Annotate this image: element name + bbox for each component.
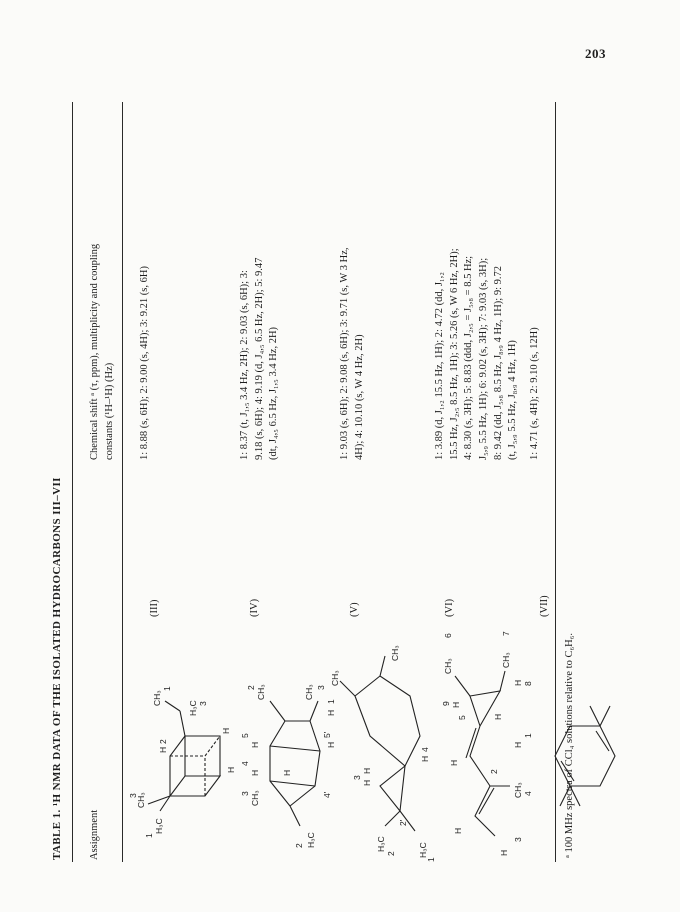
iii-label-h-lower: H bbox=[221, 727, 231, 734]
vi-label-h-bottom: H bbox=[513, 741, 523, 748]
nmr-line: 1: 8.37 (t, J₁,₅ 3.4 Hz, 2H); 2: 9.03 (s, 6H); 3: bbox=[239, 270, 250, 460]
compound-label-iii: (III) bbox=[149, 599, 160, 617]
iv-label-num-5p: 5' bbox=[322, 731, 332, 738]
nmr-data-iii bbox=[138, 160, 153, 460]
iii-label-h3c: H₃C bbox=[154, 818, 164, 834]
v-label-num-1: 1 bbox=[426, 857, 436, 862]
structure-iv bbox=[230, 616, 340, 866]
table-header-rule bbox=[122, 102, 123, 862]
vi-label-num-3: 3 bbox=[513, 837, 523, 842]
nmr-data-vii bbox=[528, 160, 543, 460]
iv-label-h-top2: H bbox=[250, 741, 260, 748]
page-number: 203 bbox=[585, 46, 606, 61]
iv-label-num-3: 3 bbox=[240, 791, 250, 796]
v-label-num-3: 3 bbox=[352, 775, 362, 780]
v-label-h3c-2: H₃C bbox=[376, 836, 386, 852]
vi-label-ch3: CH₃ bbox=[513, 782, 523, 798]
iv-label-ch3-right: CH₃ bbox=[256, 684, 266, 700]
vi-label-h-ring2: H bbox=[451, 701, 461, 708]
iv-label-num-3b: 3 bbox=[316, 685, 326, 690]
v-label-ch3: CH₃ bbox=[330, 670, 340, 686]
iv-label-num-4p: 4' bbox=[322, 791, 332, 798]
v-label-h-top: H bbox=[362, 779, 372, 786]
vi-label-h-ring3: H bbox=[513, 679, 523, 686]
vi-label-h-mid: H bbox=[449, 759, 459, 766]
nmr-line: 1: 3.89 (d, J₁,₂ 15.5 Hz, 1H); 2: 4.72 (dd, J₁,₂ bbox=[434, 272, 445, 460]
assignment-header: Assignment bbox=[89, 809, 100, 860]
structure-v bbox=[330, 616, 440, 866]
iv-label-h-mid: H bbox=[282, 769, 292, 776]
iii-label-num-3b: 3 bbox=[198, 701, 208, 706]
iv-label-num-2b: 2 bbox=[246, 685, 256, 690]
vi-label-num-7: 7 bbox=[501, 631, 511, 636]
vi-label-h-ring: H bbox=[493, 713, 503, 720]
iii-label-num-1b: 1 bbox=[162, 686, 172, 691]
vi-label-ch3-right: CH₃ bbox=[443, 658, 453, 674]
iv-label-h3c: H₃C bbox=[306, 832, 316, 848]
nmr-line: (t, J₅,₉ 5.5 Hz, J₈,₉ 4 Hz, 1H) bbox=[507, 340, 519, 460]
table-top-rule bbox=[72, 102, 73, 862]
structure-iii bbox=[130, 616, 240, 866]
vi-label-num-9: 9 bbox=[441, 701, 451, 706]
iv-label-num-1: 1 bbox=[326, 699, 336, 704]
compound-row-v bbox=[330, 72, 436, 872]
table-footnote: ᵃ 100 MHz spectra of CCl₄ solutions relative to C₆H₆. bbox=[564, 633, 575, 858]
v-label-h3c: H₃C bbox=[418, 842, 428, 858]
chemical-shift-header-line1: Chemical shift ᵃ (τ, ppm), multiplicity and coupling bbox=[89, 243, 100, 460]
v-label-num-4: 4 bbox=[420, 747, 430, 752]
vi-label-h-top: H bbox=[453, 827, 463, 834]
compound-row-iv bbox=[230, 72, 336, 872]
compound-row-iii bbox=[128, 72, 236, 872]
iv-label-ch3: CH₃ bbox=[250, 790, 260, 806]
table-caption: TABLE 1. ¹H NMR DATA OF THE ISOLATED HYDROCARBONS III–VII bbox=[51, 477, 63, 860]
v-label-h-bottom: H bbox=[420, 755, 430, 762]
iii-label-h-bottom: H bbox=[226, 766, 236, 773]
iii-label-num-3: 3 bbox=[128, 793, 138, 798]
nmr-line: (dt, J₄,₅ 6.5 Hz, J₁,₅ 3.4 Hz, 2H) bbox=[268, 326, 280, 460]
nmr-data-v bbox=[338, 160, 367, 460]
iv-label-ch3-right2: CH₃ bbox=[304, 684, 314, 700]
iii-label-num-2: 2 bbox=[158, 739, 168, 744]
v-label-ch3-2: CH₃ bbox=[390, 645, 400, 661]
nmr-data-iv bbox=[238, 160, 282, 460]
iv-label-h-bottom: H bbox=[326, 741, 336, 748]
v-label-h-top2: H bbox=[362, 767, 372, 774]
iv-label-num-4: 4 bbox=[240, 761, 250, 766]
vi-label-num-6: 6 bbox=[443, 633, 453, 638]
vi-label-num-4: 4 bbox=[523, 791, 533, 796]
iv-label-h-bottom2: H bbox=[326, 709, 336, 716]
iv-label-num-2: 2 bbox=[294, 843, 304, 848]
vi-label-num-2: 2 bbox=[489, 769, 499, 774]
nmr-line: 8: 9.42 (dd, J₅,₈ 8.5 Hz, J₈,₉ 4 Hz, 1H); 9: 9.72 bbox=[492, 265, 504, 460]
vi-label-num-1: 1 bbox=[523, 733, 533, 738]
iii-label-num-1: 1 bbox=[144, 833, 154, 838]
nmr-line: J₅,₉ 5.5 Hz, 1H); 6: 9.02 (s, 3H); 7: 9.03 (s, 3H); bbox=[478, 257, 490, 460]
nmr-line: 1: 4.71 (s, 4H); 2: 9.10 (s, 12H) bbox=[529, 327, 540, 460]
compound-label-vii: (VII) bbox=[539, 595, 550, 617]
compound-row-vii bbox=[450, 72, 550, 872]
vi-label-ch3-right2: CH₃ bbox=[501, 652, 511, 668]
iii-label-ch3-right: CH₃ bbox=[152, 690, 162, 706]
chemical-shift-header bbox=[88, 200, 117, 460]
chemical-shift-header-line2: constants (¹H–¹H) (Hz) bbox=[103, 362, 115, 460]
v-label-num-2p: 2' bbox=[398, 819, 408, 826]
table-bottom-rule bbox=[555, 102, 556, 862]
nmr-line: 15.5 Hz, J₂,₅ 8.5 Hz, 1H); 3: 5.26 (s, W 6 Hz, 2H); bbox=[448, 248, 460, 460]
iii-label-h-2: H bbox=[158, 746, 168, 753]
iii-label-ch3: CH₃ bbox=[136, 792, 146, 808]
v-label-num-2: 2 bbox=[386, 851, 396, 856]
vi-label-num-8: 8 bbox=[523, 681, 533, 686]
nmr-line: 4H); 4: 10.10 (s, W 4 Hz, 2H) bbox=[353, 334, 365, 460]
rotated-table-sheet bbox=[50, 72, 590, 872]
iv-label-h-top: H bbox=[250, 769, 260, 776]
nmr-line: 4: 8.30 (s, 3H); 5: 8.83 (ddd, J₂,₅ = J₅,₈ = 8.5 Hz; bbox=[463, 255, 475, 460]
compound-label-vi: (VI) bbox=[444, 598, 455, 617]
vi-label-num-5: 5 bbox=[457, 715, 467, 720]
vi-label-h-left: H bbox=[499, 849, 509, 856]
nmr-line: 1: 8.88 (s, 6H); 2: 9.00 (s, 4H); 3: 9.21 (s, 6H) bbox=[139, 266, 150, 460]
iii-label-h3c-right: H₃C bbox=[188, 700, 198, 716]
nmr-line: 1: 9.03 (s, 6H); 2: 9.08 (s, 6H); 3: 9.71 (s, W 3 Hz, bbox=[339, 247, 350, 460]
compound-label-v: (V) bbox=[349, 602, 360, 617]
compound-label-iv: (IV) bbox=[249, 598, 260, 617]
iv-label-num-5: 5 bbox=[240, 733, 250, 738]
nmr-line: 9.18 (s, 6H); 4: 9.19 (d, J₄,₅ 6.5 Hz, 2H); 5: 9.47 bbox=[253, 257, 265, 460]
